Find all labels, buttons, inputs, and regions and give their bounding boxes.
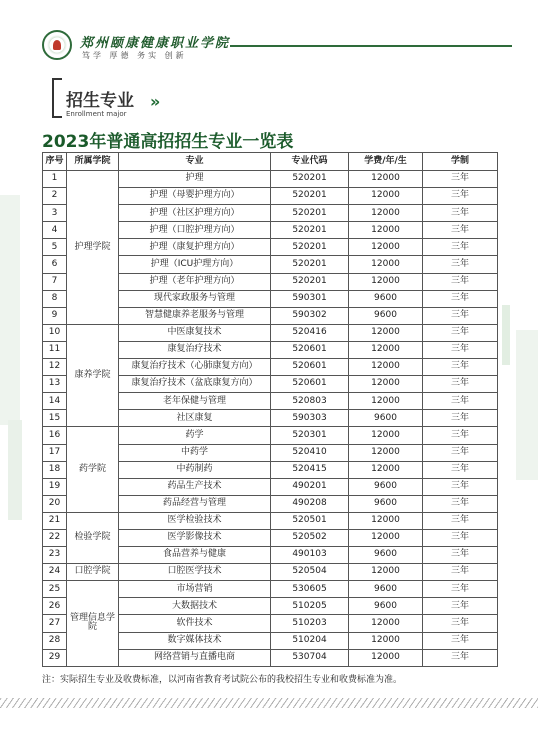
row-index: 24 — [43, 564, 67, 581]
tuition: 12000 — [349, 427, 423, 444]
tuition: 12000 — [349, 444, 423, 461]
major-code: 520201 — [271, 188, 349, 205]
header-divider — [230, 45, 512, 47]
major-code: 530704 — [271, 649, 349, 666]
college-name: 药学院 — [67, 427, 119, 512]
major-code: 520201 — [271, 205, 349, 222]
major-name: 大数据技术 — [119, 598, 271, 615]
duration: 三年 — [423, 324, 498, 341]
table-header-row — [43, 153, 498, 171]
major-name: 数字媒体技术 — [119, 632, 271, 649]
major-code: 520502 — [271, 529, 349, 546]
major-name: 护理（ICU护理方向） — [119, 256, 271, 273]
row-index: 20 — [43, 495, 67, 512]
tuition: 12000 — [349, 393, 423, 410]
duration: 三年 — [423, 649, 498, 666]
college-name: 管理信息学院 — [67, 581, 119, 666]
row-index: 14 — [43, 393, 67, 410]
background-decoration — [502, 305, 510, 365]
tuition: 9600 — [349, 290, 423, 307]
tuition: 9600 — [349, 581, 423, 598]
tuition: 12000 — [349, 512, 423, 529]
major-code: 490103 — [271, 547, 349, 564]
duration: 三年 — [423, 495, 498, 512]
tuition: 12000 — [349, 205, 423, 222]
major-name: 市场营销 — [119, 581, 271, 598]
college-name: 护理学院 — [67, 171, 119, 325]
background-decoration — [0, 195, 20, 425]
tuition: 9600 — [349, 598, 423, 615]
major-name: 护理（口腔护理方向） — [119, 222, 271, 239]
major-name: 医学影像技术 — [119, 529, 271, 546]
major-code: 520504 — [271, 564, 349, 581]
major-code: 520201 — [271, 222, 349, 239]
tuition: 12000 — [349, 529, 423, 546]
duration: 三年 — [423, 410, 498, 427]
tuition: 9600 — [349, 478, 423, 495]
duration: 三年 — [423, 205, 498, 222]
column-header-college: 所属学院 — [67, 153, 119, 171]
duration: 三年 — [423, 615, 498, 632]
tuition: 12000 — [349, 273, 423, 290]
duration: 三年 — [423, 632, 498, 649]
duration: 三年 — [423, 273, 498, 290]
row-index: 13 — [43, 376, 67, 393]
duration: 三年 — [423, 461, 498, 478]
page-title: 2023年普通高招招生专业一览表 — [42, 132, 294, 152]
major-code: 490208 — [271, 495, 349, 512]
row-index: 7 — [43, 273, 67, 290]
row-index: 21 — [43, 512, 67, 529]
major-name: 中药学 — [119, 444, 271, 461]
tuition: 12000 — [349, 324, 423, 341]
duration: 三年 — [423, 444, 498, 461]
major-name: 药品生产技术 — [119, 478, 271, 495]
school-logo — [42, 30, 72, 60]
tuition: 12000 — [349, 239, 423, 256]
row-index: 16 — [43, 427, 67, 444]
school-motto: 笃学 厚德 务实 创新 — [82, 51, 187, 60]
major-name: 口腔医学技术 — [119, 564, 271, 581]
column-header-major: 专业 — [119, 153, 271, 171]
tuition: 12000 — [349, 615, 423, 632]
major-code: 530605 — [271, 581, 349, 598]
background-decoration — [516, 330, 538, 480]
double-chevron-icon: » — [150, 92, 157, 111]
column-header-tuition: 学费/年/生 — [349, 153, 423, 171]
major-name: 现代家政服务与管理 — [119, 290, 271, 307]
tuition: 12000 — [349, 188, 423, 205]
footnote: 注：实际招生专业及收费标准，以河南省教育考试院公布的我校招生专业和收费标准为准。 — [42, 675, 403, 685]
tuition: 12000 — [349, 649, 423, 666]
major-name: 智慧健康养老服务与管理 — [119, 307, 271, 324]
duration: 三年 — [423, 256, 498, 273]
table-row — [43, 564, 498, 581]
row-index: 26 — [43, 598, 67, 615]
tuition: 12000 — [349, 256, 423, 273]
stripe-decoration — [0, 698, 538, 708]
duration: 三年 — [423, 359, 498, 376]
section-subtitle: Enrollment major — [66, 110, 127, 118]
duration: 三年 — [423, 547, 498, 564]
major-code: 520410 — [271, 444, 349, 461]
table-body — [43, 171, 498, 667]
major-name: 护理 — [119, 171, 271, 188]
major-name: 康复治疗技术（心肺康复方向） — [119, 359, 271, 376]
major-code: 590301 — [271, 290, 349, 307]
major-code: 520201 — [271, 171, 349, 188]
section-title: 招生专业 — [66, 91, 134, 111]
school-name: 郑州颐康健康职业学院 — [80, 36, 231, 51]
enrollment-table — [42, 152, 498, 667]
major-name: 康复治疗技术 — [119, 341, 271, 358]
major-name: 网络营销与直播电商 — [119, 649, 271, 666]
major-name: 食品营养与健康 — [119, 547, 271, 564]
major-name: 药品经营与管理 — [119, 495, 271, 512]
duration: 三年 — [423, 427, 498, 444]
row-index: 6 — [43, 256, 67, 273]
row-index: 9 — [43, 307, 67, 324]
row-index: 10 — [43, 324, 67, 341]
row-index: 15 — [43, 410, 67, 427]
row-index: 4 — [43, 222, 67, 239]
major-name: 老年保健与管理 — [119, 393, 271, 410]
duration: 三年 — [423, 512, 498, 529]
major-code: 590302 — [271, 307, 349, 324]
row-index: 3 — [43, 205, 67, 222]
tuition: 12000 — [349, 376, 423, 393]
college-name: 检验学院 — [67, 512, 119, 563]
major-name: 软件技术 — [119, 615, 271, 632]
row-index: 8 — [43, 290, 67, 307]
row-index: 11 — [43, 341, 67, 358]
tuition: 9600 — [349, 495, 423, 512]
major-code: 520301 — [271, 427, 349, 444]
major-name: 中药制药 — [119, 461, 271, 478]
major-name: 社区康复 — [119, 410, 271, 427]
major-code: 590303 — [271, 410, 349, 427]
duration: 三年 — [423, 598, 498, 615]
column-header-index: 序号 — [43, 153, 67, 171]
duration: 三年 — [423, 188, 498, 205]
major-code: 520601 — [271, 341, 349, 358]
row-index: 23 — [43, 547, 67, 564]
tuition: 12000 — [349, 222, 423, 239]
major-code: 520601 — [271, 359, 349, 376]
duration: 三年 — [423, 564, 498, 581]
major-code: 520201 — [271, 239, 349, 256]
major-code: 520416 — [271, 324, 349, 341]
table-row — [43, 512, 498, 529]
college-name: 口腔学院 — [67, 564, 119, 581]
major-code: 520803 — [271, 393, 349, 410]
tuition: 12000 — [349, 632, 423, 649]
section-heading — [52, 78, 272, 124]
duration: 三年 — [423, 393, 498, 410]
table-row — [43, 581, 498, 598]
duration: 三年 — [423, 478, 498, 495]
major-name: 护理（社区护理方向） — [119, 205, 271, 222]
major-code: 520601 — [271, 376, 349, 393]
tuition: 9600 — [349, 547, 423, 564]
major-name: 康复治疗技术（盆底康复方向） — [119, 376, 271, 393]
major-name: 护理（康复护理方向） — [119, 239, 271, 256]
duration: 三年 — [423, 171, 498, 188]
duration: 三年 — [423, 341, 498, 358]
major-code: 510205 — [271, 598, 349, 615]
duration: 三年 — [423, 581, 498, 598]
duration: 三年 — [423, 222, 498, 239]
row-index: 25 — [43, 581, 67, 598]
row-index: 17 — [43, 444, 67, 461]
major-code: 510203 — [271, 615, 349, 632]
table-row — [43, 171, 498, 188]
major-code: 520501 — [271, 512, 349, 529]
row-index: 2 — [43, 188, 67, 205]
major-name: 护理（老年护理方向） — [119, 273, 271, 290]
table-row — [43, 427, 498, 444]
major-name: 医学检验技术 — [119, 512, 271, 529]
tuition: 12000 — [349, 564, 423, 581]
row-index: 19 — [43, 478, 67, 495]
column-header-duration: 学制 — [423, 153, 498, 171]
duration: 三年 — [423, 529, 498, 546]
duration: 三年 — [423, 290, 498, 307]
tuition: 12000 — [349, 341, 423, 358]
row-index: 1 — [43, 171, 67, 188]
row-index: 12 — [43, 359, 67, 376]
column-header-code: 专业代码 — [271, 153, 349, 171]
duration: 三年 — [423, 307, 498, 324]
duration: 三年 — [423, 239, 498, 256]
tuition: 12000 — [349, 171, 423, 188]
major-name: 护理（母婴护理方向） — [119, 188, 271, 205]
row-index: 28 — [43, 632, 67, 649]
duration: 三年 — [423, 376, 498, 393]
major-name: 中医康复技术 — [119, 324, 271, 341]
major-code: 490201 — [271, 478, 349, 495]
major-code: 520201 — [271, 256, 349, 273]
row-index: 22 — [43, 529, 67, 546]
tuition: 9600 — [349, 307, 423, 324]
college-name: 康养学院 — [67, 324, 119, 427]
tuition: 12000 — [349, 461, 423, 478]
row-index: 5 — [43, 239, 67, 256]
major-code: 520201 — [271, 273, 349, 290]
background-decoration — [8, 420, 22, 520]
row-index: 29 — [43, 649, 67, 666]
tuition: 12000 — [349, 359, 423, 376]
row-index: 18 — [43, 461, 67, 478]
page-header — [42, 28, 512, 68]
major-name: 药学 — [119, 427, 271, 444]
table-row — [43, 324, 498, 341]
major-code: 520415 — [271, 461, 349, 478]
major-code: 510204 — [271, 632, 349, 649]
tuition: 9600 — [349, 410, 423, 427]
row-index: 27 — [43, 615, 67, 632]
bracket-decoration — [52, 78, 62, 118]
